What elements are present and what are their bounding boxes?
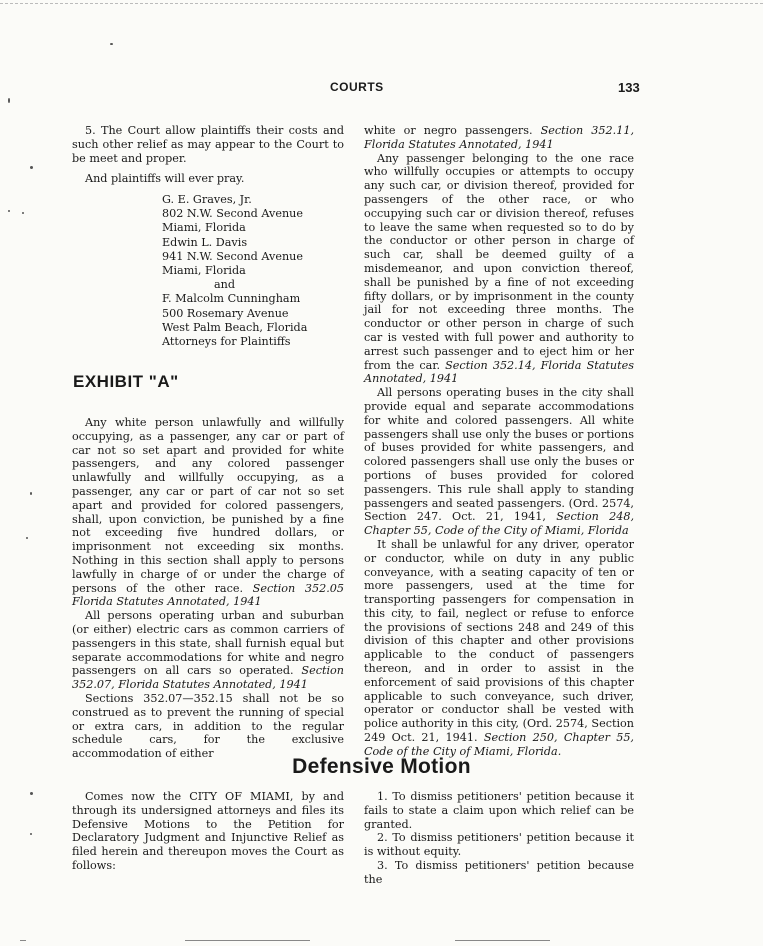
sig-line: Miami, Florida [162,264,246,278]
exhibit-paragraph [364,152,634,387]
scan-speck [30,792,33,795]
motion-item: 2. To dismiss petitioners' petition because it is without equity. [364,831,634,859]
exhibit-paragraph [72,609,344,692]
scan-speck [30,492,32,495]
defensive-intro: Comes now the CITY OF MIAMI, by and through its undersigned attorneys and files its Defensive Motions to the Petition for Declaratory Judgment and Injunctive Relief as filed herein and thereupon moves the Court as follows: [72,790,344,872]
scan-speck [8,98,10,103]
sig-line: 941 N.W. Second Avenue [162,249,303,263]
motion-item: 3. To dismiss petitioners' petition because the [364,858,634,886]
statute-citation: Section 248, Chapter 55, Code of the City of Miami, Florida [364,510,634,538]
bottom-scan-line [455,940,550,941]
left-column-top [72,124,344,186]
scan-speck [30,833,32,835]
para-text: white or negro passengers. [364,124,533,137]
statute-citation: Section 352.07, Florida Statutes Annotated, 1941 [72,664,344,692]
scan-speck [26,537,28,539]
sig-line: 500 Rosemary Avenue [162,306,289,320]
exhibit-paragraph [364,124,634,152]
defensive-items-column [364,790,634,887]
top-scan-edge [0,3,763,4]
statute-citation: Section 352.05 Florida Statutes Annotated, 1941 [72,581,344,609]
sig-line: F. Malcolm Cunningham [162,292,301,306]
signature-block [162,193,307,349]
sig-line: and [214,278,236,292]
scan-speck [22,212,24,214]
sig-line: West Palm Beach, Florida [162,320,308,334]
sig-line: Edwin L. Davis [162,235,248,249]
sig-line: Attorneys for Plaintiffs [162,335,291,349]
sig-line: 802 N.W. Second Avenue [162,207,303,221]
sig-line: Miami, Florida [162,221,246,235]
exhibit-paragraph: Sections 352.07—352.15 shall not be so construed as to prevent the running of special or extra cars, in addition to the regular schedule cars, for the exclusive accommodation of either [72,691,344,761]
scan-speck [20,940,26,941]
defensive-motion-heading: Defensive Motion [292,755,471,778]
para-text: All persons operating urban and suburban (or either) electric cars as common carriers of passengers in this state, shall furnish equal but separate accommodations for white and negro passengers on all cars so operated. [72,609,344,678]
motion-item: 1. To dismiss petitioners' petition because it fails to state a claim upon which relief can be granted. [364,790,634,831]
scan-speck [8,210,10,212]
running-header: COURTS [330,80,384,94]
exhibit-paragraph [364,386,634,538]
statute-citation: Section 352.14, Florida Statutes Annotated, 1941 [364,358,634,386]
page-number: 133 [618,80,640,95]
statute-citation: Section 250, Chapter 55, Code of the City of Miami, Florida. [364,731,634,758]
exhibit-heading: EXHIBIT "A" [73,372,179,391]
prayer-paragraph: 5. The Court allow plaintiffs their costs and such other relief as may appear to the Court to be meet and proper. [72,124,344,165]
prayer-closing: And plaintiffs will ever pray. [85,172,245,186]
right-column [364,124,634,759]
sig-line: G. E. Graves, Jr. [162,193,252,206]
exhibit-paragraph [364,538,634,759]
statute-citation: Section 352.11, Florida Statutes Annotated, 1941 [364,124,634,151]
para-text: Any white person unlawfully and willfully occupying, as a passenger, any car or part of car not so set apart and provided for white passengers, and any colored passenger unlawfully and willfully occupying, as a passenger, any car or part of car not so set apart and provided for colored passengers, shall, upon conviction, be punished by a fine not exceeding five hundred dollars, or imprisonment not exceeding six months. Nothing in this section shall apply to persons lawfully in charge of or under the charge of persons of the other race. [72,416,344,595]
exhibit-body [72,416,344,761]
scan-speck [30,166,33,169]
para-text: All persons operating buses in the city shall provide equal and separate accommodations for white and colored passengers. All white passengers shall use only the buses or portions of buses provided for white passengers, and colored passengers shall use only the buses or portions of buses provided for colored passengers. This rule shall apply to standing passengers and seated passengers. (Ord. 2574, Section 247. Oct. 21, 1941, [364,386,634,524]
bottom-scan-line [185,940,310,941]
para-text: It shall be unlawful for any driver, operator or conductor, while on duty in any public conveyance, with a seating capacity of ten or more passengers, used at the time for transporting passengers for compensation in this city, to fail, neglect or refuse to enforce the provisions of sections 248 and 249 of this division of this chapter and other provisions applicable to the conduct of passengers thereon, and in order to assist in the enforcement of said provisions of this chapter applicable to such conveyance, such driver, operator or conductor shall be vested with police authority in this city, (Ord. 2574, Section 249 Oct. 21, 1941. [364,537,634,745]
para-text: Any passenger belonging to the one race who willfully occupies or attempts to occupy any such car, or division thereof, provided for passengers of the other race, or who occupying such car or division thereof, refuses to leave the same when requested so to do by the conductor or other person in charge of such car, shall be deemed guilty of a misdemeanor, and upon conviction thereof, shall be punished by a fine of not exceeding fifty dollars, or by imprisonment in the county jail for not exceeding three months. The conductor or other person in charge of such car is vested with full power and authority to arrest such passenger and to eject him or her from the car. [364,151,634,372]
scan-speck [110,43,113,45]
exhibit-paragraph [72,416,344,609]
defensive-intro-column [72,790,344,873]
